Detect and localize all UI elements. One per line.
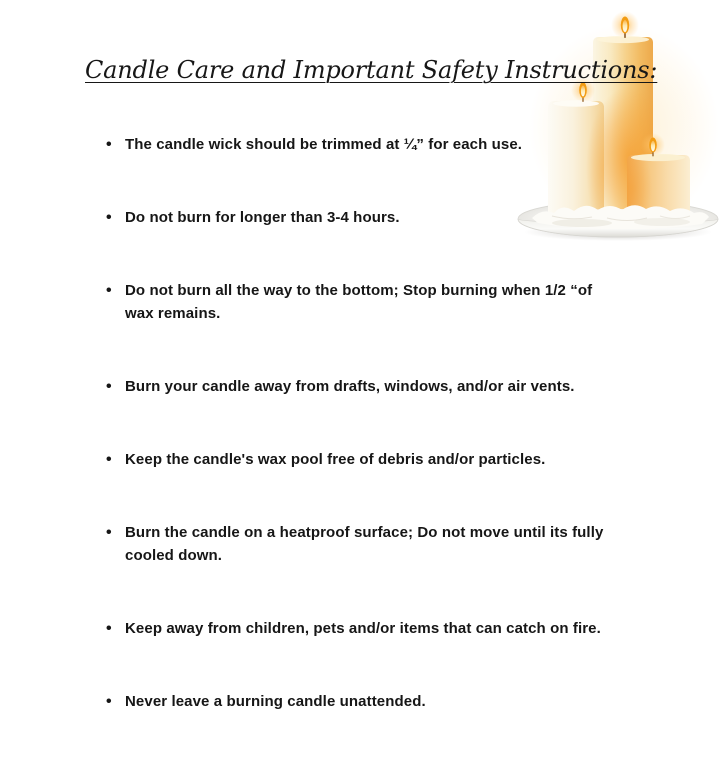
instruction-item-unattended: • Never leave a burning candle unattended. (105, 690, 650, 713)
instructions-list (105, 133, 650, 713)
small-candle-flame-core (651, 141, 655, 151)
instruction-item-keep-away: • Keep away from children, pets and/or items that can catch on fire. (105, 617, 605, 640)
tall-candle-flame-core (623, 20, 628, 32)
instruction-item-burn-duration: • Do not burn for longer than 3-4 hours. (105, 206, 650, 229)
tall-candle-top-rim (597, 36, 649, 43)
instruction-item-avoid-drafts: • Burn your candle away from drafts, windows, and/or air vents. (105, 375, 650, 398)
medium-candle-flame-core (581, 86, 585, 97)
instruction-item-heatproof: • Burn the candle on a heatproof surface; Do not move until its fully cooled down. (105, 521, 650, 567)
page-title: Candle Care and Important Safety Instructions: (85, 56, 658, 84)
instruction-item-stop-burning: • Do not burn all the way to the bottom; Stop burning when 1/2 “of wax remains. (105, 279, 605, 325)
medium-candle-top-rim (553, 100, 599, 106)
instruction-item-wick-trim: • The candle wick should be trimmed at ¼” for each use. (105, 133, 650, 156)
instruction-item-wax-pool: • Keep the candle's wax pool free of debris and/or particles. (105, 448, 650, 471)
